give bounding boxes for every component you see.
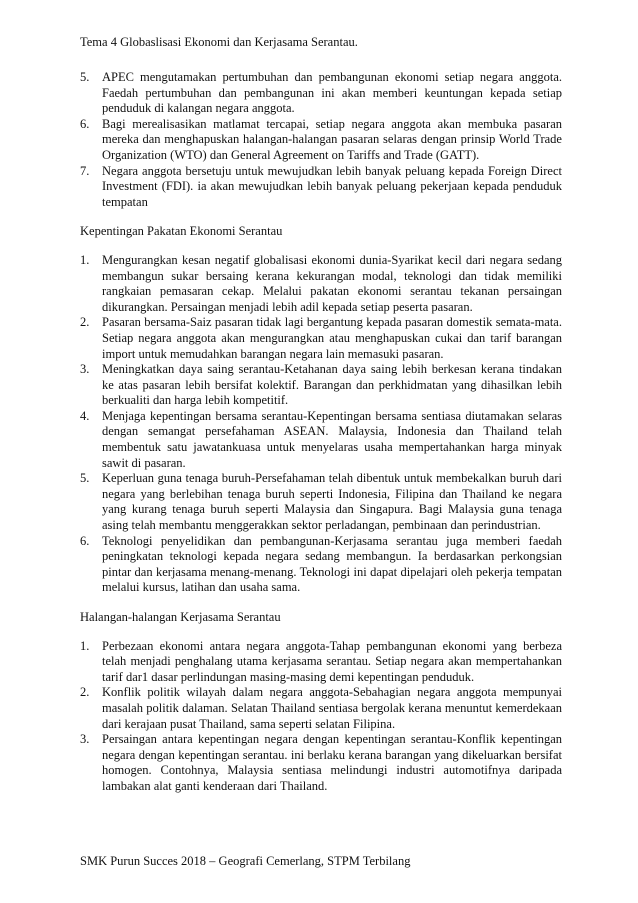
- list-item: [80, 685, 562, 732]
- list-item: [80, 117, 562, 164]
- list-item: [80, 70, 562, 117]
- list-item-number: 2.: [80, 315, 90, 330]
- list-item: [80, 164, 562, 211]
- list-item: [80, 639, 562, 686]
- list-item-number: 4.: [80, 408, 90, 423]
- list-item: [80, 732, 562, 794]
- apec-list: [80, 70, 562, 210]
- kepentingan-list: [80, 253, 562, 596]
- list-item-number: 7.: [80, 163, 90, 178]
- list-item-number: 3.: [80, 732, 90, 747]
- list-item: [80, 253, 562, 315]
- list-item-text: Teknologi penyelidikan dan pembangunan-Kerjasama serantau juga memberi faedah peningkatan teknologi kepada negara sedang membangun. Ia berdasarkan perkongsian pintar dan kerjasama menang-menang. Teknologi ini dapat dipelajari oleh pekerja tempatan melalui kursus, latihan dan usaha sama.: [102, 533, 562, 595]
- list-item-text: Negara anggota bersetuju untuk mewujudkan lebih banyak peluang kepada Foreign Direct Investment (FDI). ia akan mewujudkan lebih banyak peluang pekerjaan kepada penduduk tempatan: [102, 163, 562, 209]
- page-footer: SMK Purun Succes 2018 – Geografi Cemerlang, STPM Terbilang: [80, 854, 411, 868]
- list-item: [80, 471, 562, 533]
- list-item-number: 5.: [80, 70, 90, 84]
- list-item: [80, 534, 562, 596]
- list-item: [80, 362, 562, 409]
- page-header: Tema 4 Globaslisasi Ekonomi dan Kerjasama Serantau.: [80, 35, 358, 49]
- list-item-number: 2.: [80, 685, 90, 700]
- list-item: [80, 315, 562, 362]
- list-item-text: APEC mengutamakan pertumbuhan dan pembangunan ekonomi setiap negara anggota. Faedah pertumbuhan dan pembangunan ini akan memberi keuntungan kepada setiap penduduk di kalangan negara anggota.: [102, 70, 562, 116]
- list-item-text: Perbezaan ekonomi antara negara anggota-Tahap pembangunan ekonomi yang berbeza telah menjadi penghalang utama kerjasama serantau. Setiap negara akan mempertahankan tarif dar1 dasar perlindungan masing-masing demi kepentingan penduduk.: [102, 638, 562, 684]
- list-item-number: 3.: [80, 362, 90, 377]
- list-item-text: Pasaran bersama-Saiz pasaran tidak lagi bergantung kepada pasaran domestik semata-mata. Setiap negara anggota akan mengurangkan atau menghapuskan cukai dan tarif barangan import untuk memudahkan barangan negara lain memasuki pasaran.: [102, 315, 562, 361]
- list-item-number: 6.: [80, 116, 90, 131]
- list-item-text: Meningkatkan daya saing serantau-Ketahanan daya saing lebih berkesan kerana tindakan ke atas pasaran lebih bersifat kolektif. Barangan dan perkhidmatan yang dihasilkan lebih berkualiti dan harga lebih kompetitif.: [102, 362, 562, 408]
- list-item-text: Bagi merealisasikan matlamat tercapai, setiap negara anggota akan membuka pasaran mereka dan menghapuskan halangan-halangan pasaran selaras dengan prinsip World Trade Organization (WTO) dan General Agreement on Tariffs and Trade (GATT).: [102, 116, 562, 162]
- list-item-text: Menjaga kepentingan bersama serantau-Kepentingan bersama sentiasa diutamakan selaras dengan semangat persefahaman ASEAN. Malaysia, Indonesia dan Thailand telah membentuk satu jawatankuasa untuk menyelaras usaha mempertahankan harga minyak sawit di pasaran.: [102, 408, 562, 470]
- halangan-list: [80, 639, 562, 795]
- list-item-number: 6.: [80, 533, 90, 548]
- list-item-text: Persaingan antara kepentingan negara dengan kepentingan serantau-Konflik kepentingan negara dengan kepentingan serantau. ini berlaku kerana barangan yang dikeluarkan bersifat homogen. Contohnya, Malaysia sentiasa melindungi industri automotifnya daripada lambakan alat ganti kenderaan dari Thailand.: [102, 732, 562, 793]
- list-item-text: Keperluan guna tenaga buruh-Persefahaman telah dibentuk untuk membekalkan buruh dari negara yang berlebihan tenaga buruh seperti Indonesia, Filipina dan Thailand ke negara yang kurang tenaga buruh seperti Malaysia dan Singapura. Bagi Malaysia guna tenaga asing telah membantu menggerakkan sektor perladangan, pembinaan dan perindustrian.: [102, 471, 562, 533]
- list-item-text: Mengurangkan kesan negatif globalisasi ekonomi dunia-Syarikat kecil dari negara sedang membangun sukar bersaing kerana kekurangan modal, teknologi dan tidak memiliki rangkaian pemasaran cekap. Melalui pakatan ekonomi serantau tekanan persaingan dikurangkan. Persaingan menjadi lebih adil kepada setiap peserta pasaran.: [102, 252, 562, 314]
- list-item: [80, 409, 562, 471]
- section-title-kepentingan: Kepentingan Pakatan Ekonomi Serantau: [80, 224, 283, 239]
- list-item-number: 1.: [80, 252, 90, 267]
- list-item-number: 1.: [80, 638, 90, 653]
- section-title-halangan: Halangan-halangan Kerjasama Serantau: [80, 610, 281, 624]
- list-item-number: 5.: [80, 471, 90, 486]
- list-item-text: Konflik politik wilayah dalam negara anggota-Sebahagian negara anggota mempunyai masalah politik dalaman. Selatan Thailand sentiasa bergolak kerana menuntut kemerdekaan dari kerajaan pusat Thailand, sama seperti selatan Filipina.: [102, 685, 562, 731]
- document-body: [80, 70, 562, 795]
